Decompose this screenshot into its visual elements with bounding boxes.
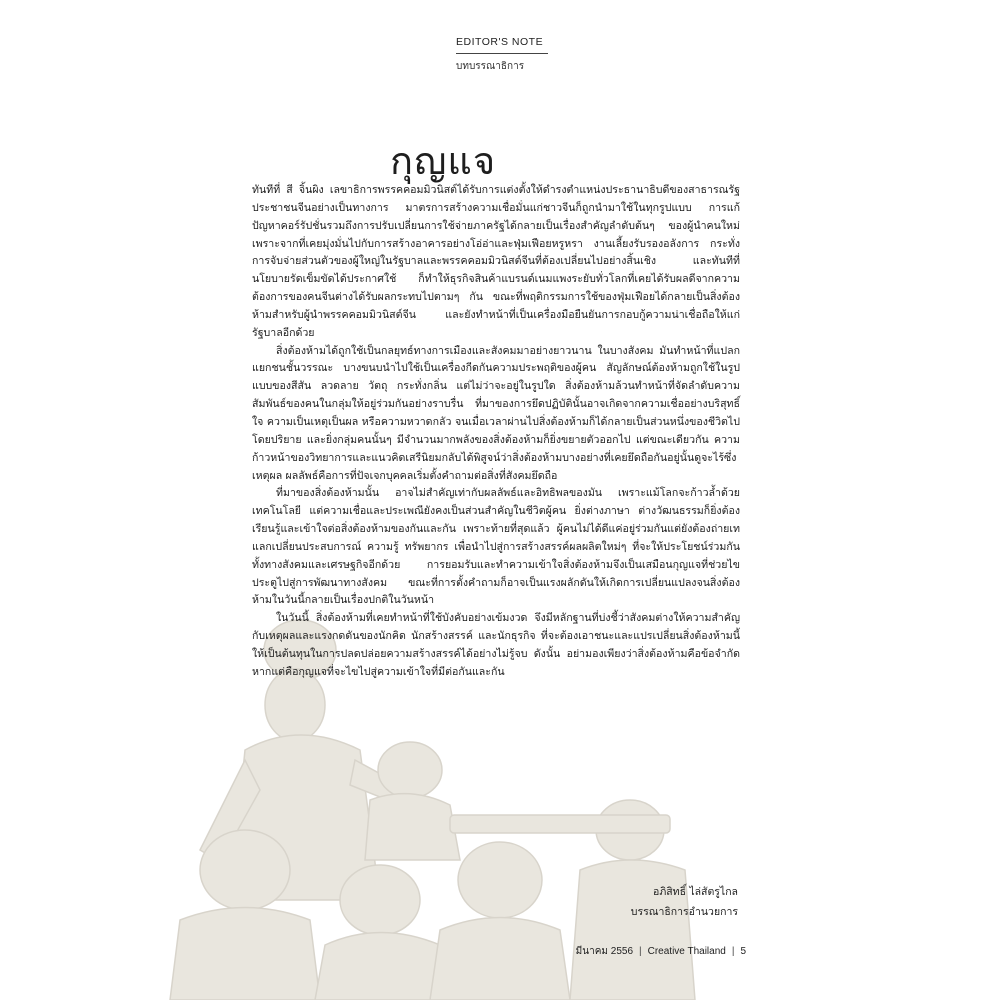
footer-magazine: Creative Thailand — [647, 946, 726, 957]
paragraph-3: ที่มาของสิ่งต้องห้ามนั้น อาจไม่สำคัญเท่ากับผลลัพธ์และอิทธิพลของมัน เพราะแม้โลกจะก้าวล้ำด้วยเทคโนโลยี แต่ความเชื่อและประเพณียังคงเป็นส่วนสำคัญในชีวิตผู้คน ยิ่งต่างภาษา ต่างวัฒนธรรมก็ยิ่งต้องเรียนรู้และเข้าใจต่อสิ่งต้องห้ามของกันและกัน เพราะท้ายที่สุดแล้ว ผู้คนไม่ได้ดีแค่อยู่ร่วมกันแต่ยังต้องถ่ายเทแลกเปลี่ยนประสบการณ์ ความรู้ ทรัพยากร เพื่อนำไปสู่การสร้างสรรค์ผลผลิตใหม่ๆ ที่จะให้ประโยชน์ร่วมกันทั้งทางสังคมและเศรษฐกิจอีกด้วย การยอมรับและทำความเข้าใจสิ่งต้องห้ามจึงเป็นเสมือนกุญแจที่ช่วยไขประตูไปสู่การพัฒนาทางสังคม ขณะที่การตั้งคำถามก็อาจเป็นแรงผลักดันให้เกิดการเปลี่ยนแปลงจนสิ่งต้องห้ามในวันนี้กลายเป็นเรื่องปกติในวันหน้า — [252, 487, 740, 607]
footer-page-number: 5 — [740, 946, 746, 957]
section-header — [456, 36, 556, 74]
section-label-th: บทบรรณาธิการ — [456, 61, 525, 72]
paragraph-1: ทันทีที่ สี จิ้นผิง เลขาธิการพรรคคอมมิวนิสต์ได้รับการแต่งตั้งให้ดำรงตำแหน่งประธานาธิบดีของสาธารณรัฐประชาชนจีนอย่างเป็นทางการ มาตรการสร้างความเชื่อมั่นแก่ชาวจีนก็ถูกนำมาใช้ในทุกรูปแบบ การแก้ปัญหาคอร์รัปชั่นรวมถึงการปรับเปลี่ยนการใช้จ่ายภาครัฐได้กลายเป็นเรื่องสำคัญลำดับต้นๆ ของผู้นำคนใหม่ เพราะจากที่เคยมุ่งมั่นไปกับการสร้างอาคารอย่างโอ่อ่าและฟุ่มเฟือยหรูหรา งานเลี้ยงรับรองอลังการ กระทั่งการจับจ่ายส่วนตัวของผู้ใหญ่ในรัฐบาลและพรรคคอมมิวนิสต์จีนที่ต้องเปลี่ยนไปอย่างสิ้นเชิง และทันทีที่นโยบายรัดเข็มขัดได้ประกาศใช้ ก็ทำให้ธุรกิจสินค้าแบรนด์เนมแพงระยับทั่วโลกที่เคยได้รับผลดีจากความต้องการของคนจีนต่างได้รับผลกระทบไปตามๆ กัน ขณะที่พฤติกรรมการใช้ของฟุ่มเฟือยได้กลายเป็นสิ่งต้องห้ามสำหรับผู้นำพรรคคอมมิวนิสต์จีน และยังทำหน้าที่เป็นเครื่องมือยืนยันการกอบกู้ความน่าเชื่อถือให้แก่รัฐบาลอีกด้วย — [252, 184, 740, 339]
footer-issue: มีนาคม 2556 — [575, 946, 634, 957]
paragraph-4: ในวันนี้ สิ่งต้องห้ามที่เคยทำหน้าที่ใช้บังคับอย่างเข้มงวด จึงมีหลักฐานที่บ่งชี้ว่าสังคมต่างให้ความสำคัญกับเหตุผลและแรงกดดันของนักคิด นักสร้างสรรค์ และนักธุรกิจ ที่จะต้องเอาชนะและแปรเปลี่ยนสิ่งต้องห้ามนี้ให้เป็นต้นทุนในการปลดปล่อยความสร้างสรรค์ได้อย่างไม่รู้จบ ดังนั้น อย่ามองเพียงว่าสิ่งต้องห้ามคือข้อจำกัด หากแต่คือกุญแจที่จะไขไปสู่ความเข้าใจที่มีต่อกันและกัน — [252, 612, 740, 678]
footer-separator: | — [731, 946, 735, 957]
paragraph-2: สิ่งต้องห้ามได้ถูกใช้เป็นกลยุทธ์ทางการเมืองและสังคมมาอย่างยาวนาน ในบางสังคม มันทำหน้าที่แปลกแยกชนชั้นวรรณะ บางขนบนำไปใช้เป็นเครื่องกีดกันความประพฤติของผู้คน สัญลักษณ์ต้องห้ามถูกใช้ในรูปแบบของสีสัน ลวดลาย วัตถุ กระทั่งกลิ่น แต่ไม่ว่าจะอยู่ในรูปใด สิ่งต้องห้ามล้วนทำหน้าที่จัดลำดับความสัมพันธ์ของคนในกลุ่มให้อยู่ร่วมกันอย่างราบรื่น ที่มาของการยึดปฏิบัตินั้นอาจเกิดจากความเชื่ออย่างบริสุทธิ์ใจ ความเป็นเหตุเป็นผล หรือความหวาดกลัว จนเมื่อเวลาผ่านไปสิ่งต้องห้ามก็ได้กลายเป็นส่วนหนึ่งของชีวิตไปโดยปริยาย และยิ่งกลุ่มคนนั้นๆ มีจำนวนมากพลังของสิ่งต้องห้ามก็ยิ่งขยายตัวออกไป แต่ขณะเดียวกัน ความก้าวหน้าของวิทยาการและแนวคิดเสรีนิยมกลับได้พิสูจน์ว่าสิ่งต้องห้ามบางอย่างที่เคยยึดถือกันอยู่นั้นดูจะไร้ซึ่งเหตุผล ผลลัพธ์คือการที่ปัจเจกบุคคลเริ่มตั้งคำถามต่อสิ่งที่สังคมยึดถือ — [252, 344, 740, 482]
footer-separator: | — [639, 946, 642, 957]
signature-block — [631, 882, 738, 922]
header-divider — [456, 53, 548, 54]
article-body — [252, 182, 740, 682]
page-title: กุญแจ — [390, 139, 497, 183]
page-footer — [576, 944, 746, 959]
section-label-en: EDITOR'S NOTE — [456, 36, 544, 48]
author-name: อภิสิทธิ์ ไล่สัตรูไกล — [653, 886, 738, 898]
author-role: บรรณาธิการอำนวยการ — [630, 906, 738, 918]
